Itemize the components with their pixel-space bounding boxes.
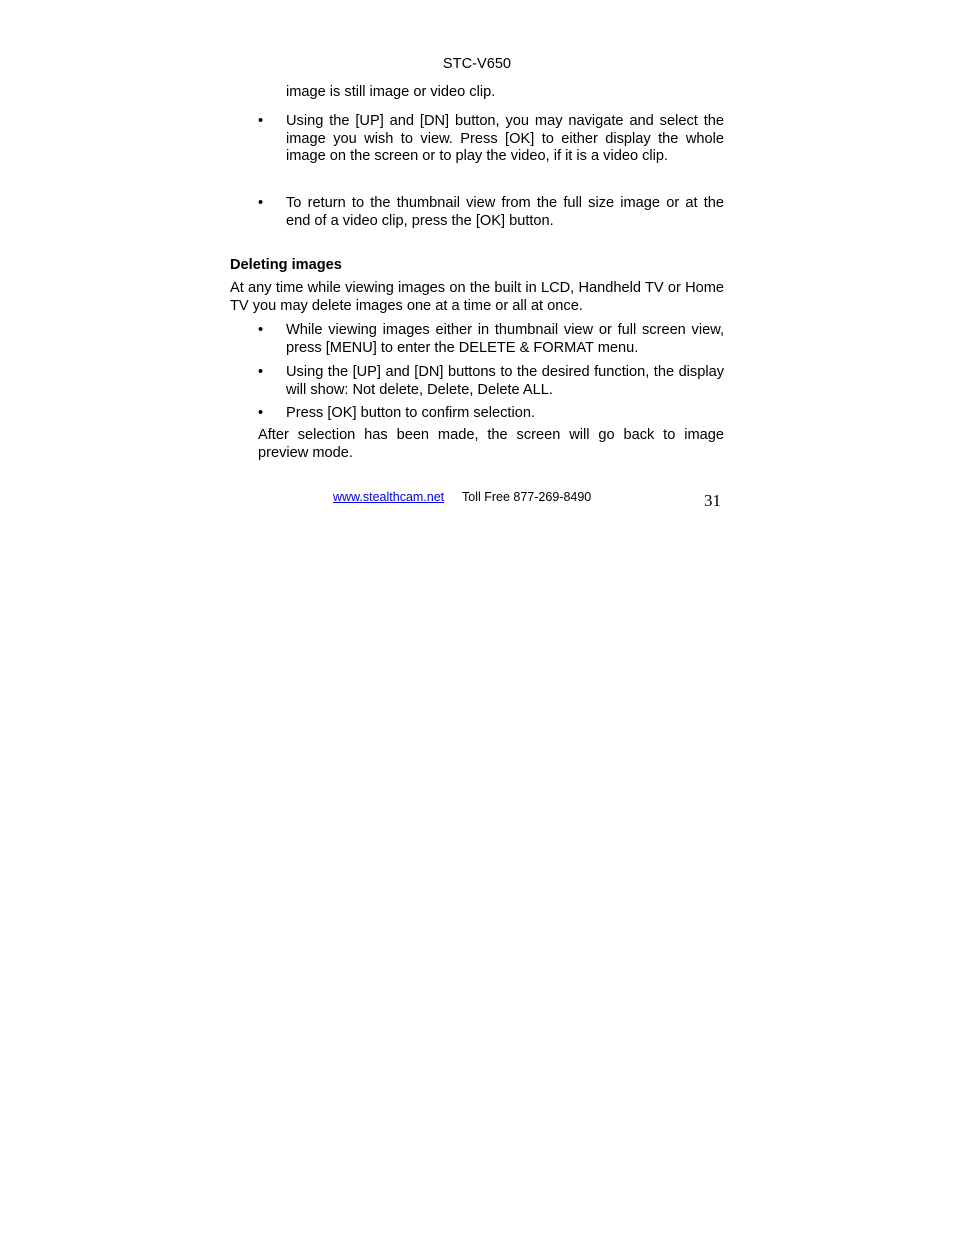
section-heading: Deleting images [230,257,342,273]
after-paragraph: After selection has been made, the screen will go back to image preview mode. [258,427,724,461]
bullet-icon: • [258,195,264,211]
bullet-icon: • [258,322,264,338]
intro-paragraph: At any time while viewing images on the built in LCD, Handheld TV or Home TV you may delete images one at a time or all at once. [230,280,724,314]
list-item-text: Using the [UP] and [DN] buttons to the desired function, the display will show: Not delete, Delete, Delete ALL. [286,364,724,398]
page-number: 31 [704,491,721,510]
bullet-icon: • [258,113,264,129]
toll-free-number: Toll Free 877-269-8490 [462,490,592,504]
bullet-icon: • [258,364,264,380]
list-item-text: Press [OK] button to confirm selection. [286,405,536,421]
page-header-model: STC-V650 [442,56,512,72]
list-item-text: While viewing images either in thumbnail view or full screen view, press [MENU] to enter the DELETE & FORMAT menu. [286,322,724,356]
list-item-text: To return to the thumbnail view from the full size image or at the end of a video clip, press the [OK] button. [286,195,724,229]
list-item-text: Using the [UP] and [DN] button, you may navigate and select the image you wish to view. Press [OK] to either display the whole image on the screen or to play the video, if it is a video clip. [286,113,724,165]
website-link[interactable]: www.stealthcam.net [333,490,445,504]
continuation-text: image is still image or video clip. [286,84,496,100]
bullet-icon: • [258,405,264,421]
